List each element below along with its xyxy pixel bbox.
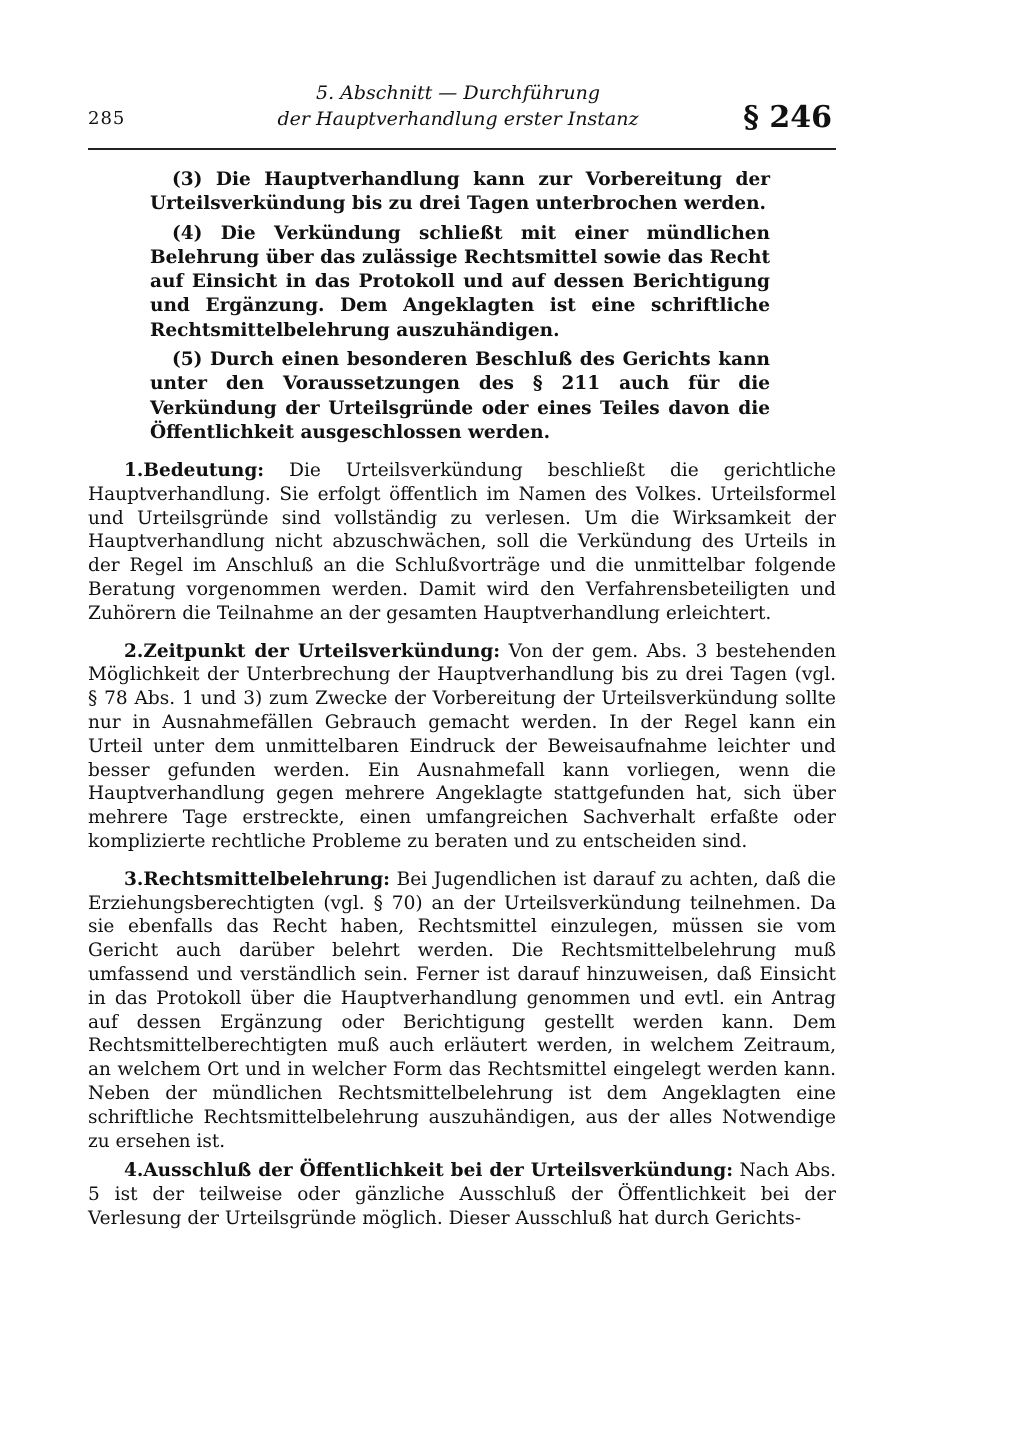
commentary-number: 1. [124,460,144,481]
page-header [88,78,836,150]
running-title-line-2: der Hauptverhandlung erster Instanz [277,108,639,130]
running-title [268,80,648,132]
commentary-text: Bei Jugendlichen ist darauf zu achten, daß die Erziehungsberechtigten (vgl. § 70) an der Urteilsverkündung teilnehmen. Da sie ebenfalls das Recht haben, Rechtsmittel einzulegen, müssen sie vom Gericht auch darüber belehrt werden. Die Rechtsmittelbelehrung muß umfassend und verständlich sein. Ferner ist darauf hinzuweisen, daß Einsicht in das Protokoll über die Hauptverhandlung genommen und evtl. ein Antrag auf dessen Ergänzung oder Berichtigung gestellt werden kann. Dem Rechtsmittelberechtigten muß auch erläutert werden, in welchem Zeitraum, an welchem Ort und in welcher Form das Rechtsmittel eingelegt werden kann. Neben der mündlichen Rechtsmittelbelehrung ist dem Angeklagten eine schriftliche Rechtsmittelbelehrung auszuhändigen, aus der alles Notwendige zu ersehen ist. [88,868,836,1152]
statute-paragraph-4: (4) Die Verkündung schließt mit einer mündlichen Belehrung über das zulässige Rechtsmittel sowie das Recht auf Einsicht in das Protokoll und auf dessen Berichtigung und Ergänzung. Dem Angeklagten ist eine schriftliche Rechtsmittelbelehrung auszuhändigen. [150,222,770,341]
commentary-heading: Bedeutung: [143,460,265,481]
statute-paragraph-5: (5) Durch einen besonderen Beschluß des Gerichts kann unter den Voraussetzungen des § 211 auch für die Verkündung der Urteilsgründe oder eines Teiles davon die Öffentlichkeit ausgeschlossen werden. [150,349,770,443]
commentary-item-2 [88,640,836,854]
commentary-text: Von der gem. Abs. 3 bestehenden Möglichkeit der Unterbrechung der Hauptverhandlung bis zu drei Tagen (vgl. § 78 Abs. 1 und 3) zum Zwecke der Vorbereitung der Urteilsverkündung sollte nur in Ausnahmefällen Gebrauch gemacht werden. In der Regel kann ein Urteil unter dem unmittelbaren Eindruck der Beweisaufnahme leichter und besser gefunden werden. Ein Ausnahmefall kann vorliegen, wenn die Hauptverhandlung gegen mehrere Angeklagte stattgefunden hat, sich über mehrere Tage erstreckte, einen umfangreichen Sachverhalt erfaßte oder komplizierte rechtliche Probleme zu beraten und zu entscheiden sind. [88,640,836,852]
commentary-number: 2. [124,640,144,662]
commentary-text: Die Urteilsverkündung beschließt die gerichtliche Hauptverhandlung. Sie erfolgt öffentlich im Namen des Volkes. Urteilsformel und Urteilsgründe sind vollständig zu verlesen. Um die Wirksamkeit der Hauptverhandlung nicht abzuschwächen, soll die Verkündung des Urteils in der Regel im Anschluß an die Schlußvorträge und die unmittelbar folgende Beratung vorgenommen werden. Damit wird den Verfahrensbeteiligten und Zuhörern die Teilnahme an der gesamten Hauptverhandlung erleichtert. [88,460,836,624]
statute-paragraph-3: (3) Die Hauptverhandlung kann zur Vorbereitung der Urteilsverkündung bis zu drei Tagen unterbrochen werden. [150,169,770,215]
commentary-item-1 [88,459,836,626]
page-number: 285 [88,108,126,129]
commentary-heading: Zeitpunkt der Urteilsverkündung: [143,640,501,662]
statute-text [150,168,770,450]
commentary [88,459,836,1245]
commentary-number: 4. [124,1160,144,1182]
commentary-item-3 [88,868,836,1154]
commentary-heading: Ausschluß der Öffentlichkeit bei der Urteilsverkündung: [143,1160,734,1182]
commentary-number: 3. [124,868,144,890]
commentary-text: Nach Abs. 5 ist der teilweise oder gänzliche Ausschluß der Öffentlichkeit bei der Verlesung der Urteilsgründe möglich. Dieser Ausschluß hat durch Gerichts- [88,1160,836,1229]
commentary-heading: Rechtsmittelbelehrung: [143,868,391,890]
commentary-item-4 [88,1159,836,1230]
running-title-line-1: 5. Abschnitt — Durchführung [316,82,600,104]
section-number: § 246 [743,100,832,135]
